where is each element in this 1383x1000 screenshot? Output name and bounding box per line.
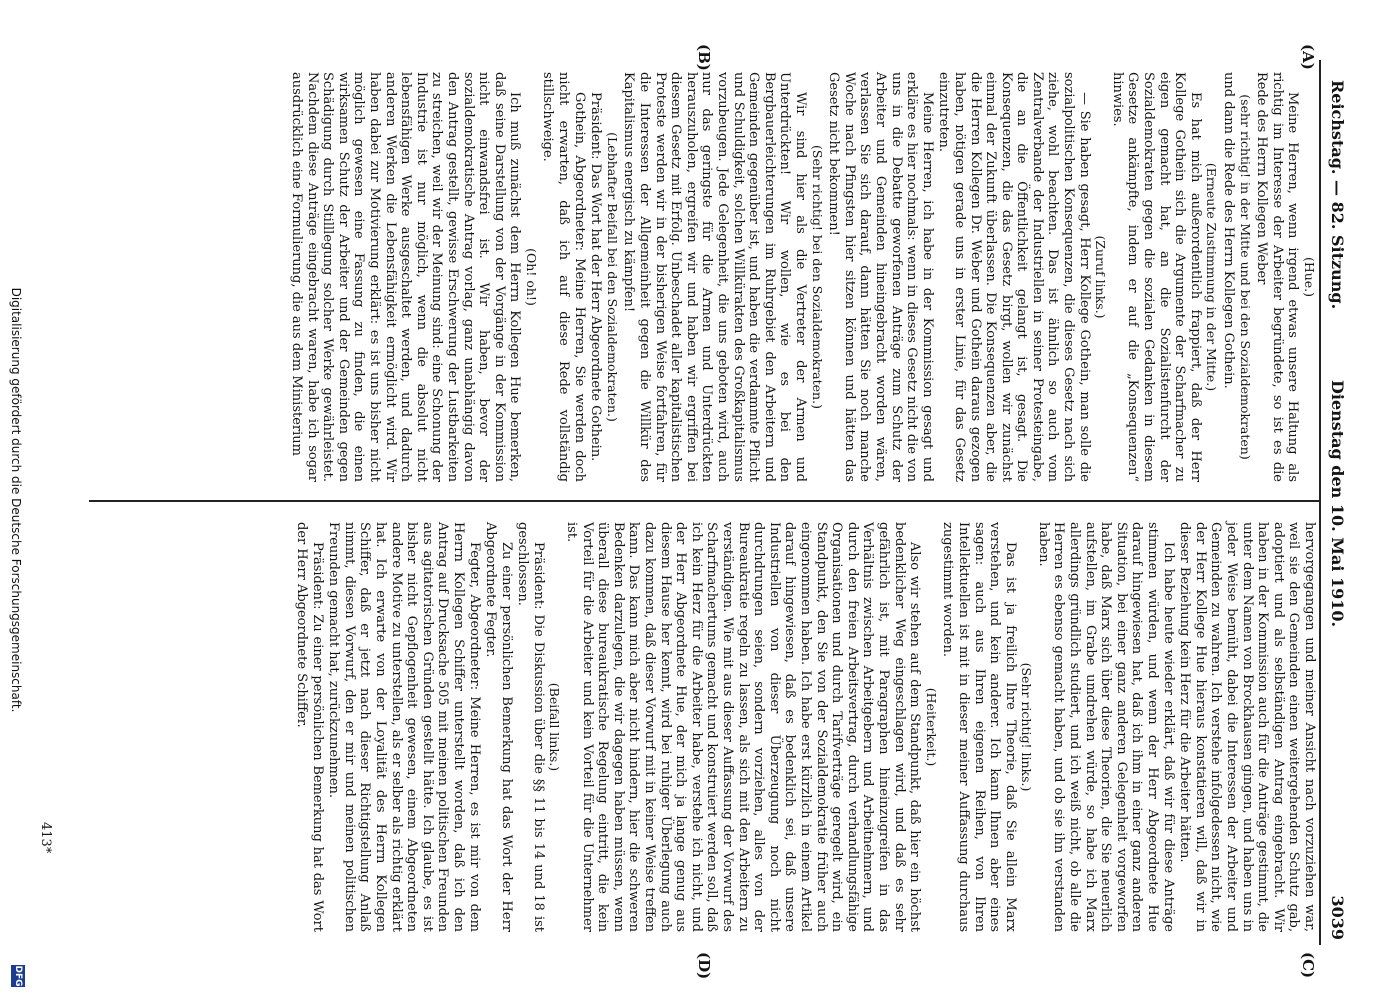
speech-paragraph: Ich muß zunächst dem Herrn Kollegen Hue bemerken, daß seine Darstellung von der Vorgänge in der Kommission nicht einwandsfrei ist. Wir haben, bevor der sozialdemokratische Antrag vorlag, ganz unabhängig davon den Antrag gestellt, gewisse Erschwerung der Lustbarkeiten zu streichen, weil wir der Meinung sind: eine Schonung der Industrie ist nur möglich, wenn die absolut nicht lebensfähigen Werke ausgeschaltet werden, und dadurch anderen Werken die Lebensfähigkeit ermöglicht wird. Wir haben dabei zur Motivierung erklärt: es ist uns bisher nicht möglich gewesen eine Fassung zu finden, die einen wirksamen Schutz der Arbeiter und der Gemeinden gegen Schädigung durch Stilllegung solcher Werke gewährleistet. Nachdem diese Anträge eingebracht waren, habe ich sogar ausdrücklich eine Formulierung, die aus dem Ministerium [289,72,523,482]
speech-paragraph: Ich habe heute wieder erklärt, daß wir für diese Anträge stimmen würden, und wenn der Herr Abgeordnete Hue darauf hingewiesen hat, daß ich ihm in einer ganz anderen Situation, bei einer ganz anderen Gelegenheit vorgeworfen habe, daß Marx sich über diese Theorien, die Sie neuerlich aufstellen, im Grabe umdrehen würde, so habe ich Marx allerdings gründlich studiert, und ich weiß nicht, ob alle die Herren es ebenso gemacht haben, und ob sie ihn verstanden haben. [1035,522,1176,932]
stage-direction: (Beifall links.) [547,682,563,772]
dfg-logo-icon: DFG [13,965,23,987]
footer-credit: Digitalisierung gefördert durch die Deutsche Forschungsgemeinschaft. [9,287,23,713]
stage-direction: (Oh! oh!) [523,248,539,306]
stage-direction: (Zuruf links.) [1093,235,1109,319]
speech-paragraph: Zu einer persönlichen Bemerkung hat das Wort der Herr Abgeordnete Fegter. [483,522,514,932]
text-column-right [292,522,1317,932]
speech-paragraph: und dann die Rede des Herrn Kollegen Gothein. [1221,72,1237,389]
speech-paragraph: Präsident: Die Diskussion über die §§ 11 bis 14 und 18 ist geschlossen. [515,522,546,932]
speech-paragraph: Meine Herren, wenn irgend etwas unsere Haltung als richtig im Interesse der Arbeiter begründete, so ist es die Rede des Herrn Kollegen Weber [1254,72,1301,482]
speech-paragraph: Fegter, Abgeordneter: Meine Herren, es ist mir von dem Herrn Kollegen Schiffer unterstellt worden, daß ich den Antrag auf Drucksache 505 mit meinen politischen Freunden aus agitatorischen Gründen gestellt hätte. Ich glaube, es ist bisher nicht Gepflogenheit gewesen, einem Abgeordneten andere Motive zu unterstellen, als er selber als richtig erklärt hat. Ich erwarte von der Loyalität des Herrn Kollegen Schiffer, daß er jetzt nach dieser Richtigstellung Anlaß nimmt, diesen Vorwurf, den er mir und meinen politischen Freunden gemacht hat, zurückzunehmen. [326,522,482,932]
speech-paragraph: Es hat mich außerordentlich frappiert, daß der Herr Kollege Gothein sich die Argumente der Scharfmacher zu eigen gemacht hat, an die Sozialistenfurcht der Sozialdemokraten gegen die sozialen Gedanken in diesem Gesetze ankämpfte, indem er auf die „Konsequenzen“ hinwies. [1109,72,1203,482]
running-header-left: Reichstag. — 82. Sitzung. [1328,80,1347,310]
stage-direction: (Hue.) [1302,256,1317,298]
margin-marker-b: (B) [695,44,713,71]
speech-paragraph: hervorgegangen und meiner Ansicht nach vorzuziehen war, weil sie den Gemeinden einen weitergehenden Schutz gab, adoptiert und als selbständigen Antrag eingebracht. Wir haben in der Kommission auch für die Anträge gestimmt, die unter dem Namen von Brockhausen gingen, und haben uns in jeder Weise bemüht, dabei die Interessen der Arbeiter und Gemeinden zu wahren. Ich verstehe infolgedessen nicht, wie der Herr Kollege Hue hieraus konstatieren will, daß wir in dieser Beziehung kein Herz für die Arbeiter hätten. [1177,522,1317,932]
margin-marker-d: (D) [695,952,713,980]
speech-paragraph: Präsident: Zu einer persönlichen Bemerkung hat das Wort der Herr Abgeordnete Schiffer. [294,522,325,932]
stage-direction: (sehr richtig! in der Mitte und bei den Sozialdemokraten) [1237,94,1253,460]
column-divider [89,500,1319,502]
stage-direction: (Sehr richtig! links.) [1019,662,1035,792]
stage-direction: (Erneute Zustimmung in der Mitte.) [1204,162,1220,392]
speech-paragraph: Präsident: Das Wort hat der Herr Abgeordnete Gothein. [588,92,604,462]
speech-paragraph: Gothein, Abgeordneter: Meine Herren, Sie werden doch nicht erwarten, daß ich auf diese Rede vollständig stillschweige. [540,72,587,482]
running-header-page-number: 3039 [1328,895,1347,940]
text-column-left [287,72,1317,482]
speech-paragraph: Das ist ja freilich Ihre Theorie, daß Sie allein Marx verstehen, und kein anderer. Ich kann Ihnen aber eines sagen: auch aus Ihren eigenen Reihen, von Ihren Intellektuellen ist mit in dieser meiner Auffassung durchaus zugestimmt worden. [940,522,1018,932]
running-header-date: Dienstag den 10. Mai 1910. [1328,380,1347,628]
speech-paragraph: Wir sind hier als die Vertreter der Armen und Unterdrückten! Wir wollen, wie es bei den Bergbauerleichterungen im Ruhrgebiet den Arbeitern und Gemeinden gegenüber ist, und haben die verdammte Pflicht und Schuldigkeit, solchen Willkürakten des Großkapitalismus vorzubeugen. Jede Gelegenheit, die uns geboten wird, auch nur das geringste für die Armen und Unterdrückten herauszuholen, ergreifen wir und haben wir ergriffen bei diesem Gesetz mit Erfolg. Unbeschadet aller kapitalistischen Proteste werden wir in der bisherigen Weise fortfahren, für die Interessen der Allgemeinheit gegen die Willkür des Kapitalismus energisch zu kämpfen! [621,72,808,482]
stage-direction: (Sehr richtig! bei den Sozialdemokraten.) [809,145,825,409]
speech-paragraph: Meine Herren, ich habe in der Kommission gesagt und erkläre es hier nochmals: wenn in dieses Gesetz nicht die von uns in die Debatte geworfenen Anträge zum Schutz der Arbeiter und Gemeinden hineingebracht worden wären, verlassen Sie sich darauf, dann hätten Sie noch manche Woche nach Pfingsten hier sitzen können und hätten das Gesetz nicht bekommen! [826,72,935,482]
stage-direction: (Lebhafter Beifall bei den Sozialdemokraten.) [604,132,620,422]
header-rule [1319,60,1321,945]
margin-marker-c: (C) [1299,952,1317,979]
speech-paragraph: Also wir stehen auf dem Standpunkt, daß hier ein höchst bedenklicher Weg eingeschlagen wird, und daß es sehr gefährlich ist, mit Paragraphen hineinzugreifen in das Verhältnis zwischen Arbeitgebern und Arbeitnehmern, und durch den freien Arbeitsvertrag, durch verhandlungsfähige Organisationen und durch Tarifverträge geregelt wird, ein Standpunkt, den Sie von der Sozialdemokratie früher auch eingenommen haben. Ich habe erst kürzlich in einem Artikel darauf hingewiesen, daß es bedenklich sei, daß unsere Industriellen von dieser Überzeugung noch nicht durchdrungen seien, sondern vorziehen, alles von der Bureaukratie regeln zu lassen, als sich mit den Arbeitern zu verständigen. Wie mit aus dieser Auffassung der Vorwurf des Scharfmachertums gemacht und konstruiert werden soll, daß ich kein Herz für die Arbeiter habe, verstehe ich nicht, und der Herr Abgeordnete Hue, der mich ja lange genug aus diesem Hause her kennt, wird bei ruhiger Überlegung auch dazu kommen, daß dieser Vorwurf mit in keiner Weise treffen kann. Das kann mich aber nicht hindern, hier die schweren Bedenken darzulegen, die wir dagegen haben müssen, wenn überall diese bureaukratische Regelung eintritt, die kein Vorteil für die Arbeiter und kein Vorteil für die Unternehmer ist. [564,522,923,932]
page-number: 413* [38,822,53,854]
stage-direction: (Heiterkeit.) [923,687,939,767]
speech-paragraph: — Sie haben gesagt, Herr Kollege Gothein, man solle die sozialpolitischen Konsequenzen, die dieses Gesetz nach sich ziehe, wohl beachten. Das ist ähnlich so auch vom Zentralverbande der Industriellen in seiner Protesteingabe, die an die Öffentlichkeit gelangt ist, gesagt. Die Konsequenzen, die das Gesetz birgt, wollen wir zunächst einmal der Zukunft überlassen. Die Konsequenzen aber, die die Herren Kollegen Dr. Weber und Gothein daraus gezogen haben, nötigen gerade uns in erster Linie, für das Gesetz einzutreten. [936,72,1092,482]
margin-marker-a: (A) [1299,44,1317,70]
